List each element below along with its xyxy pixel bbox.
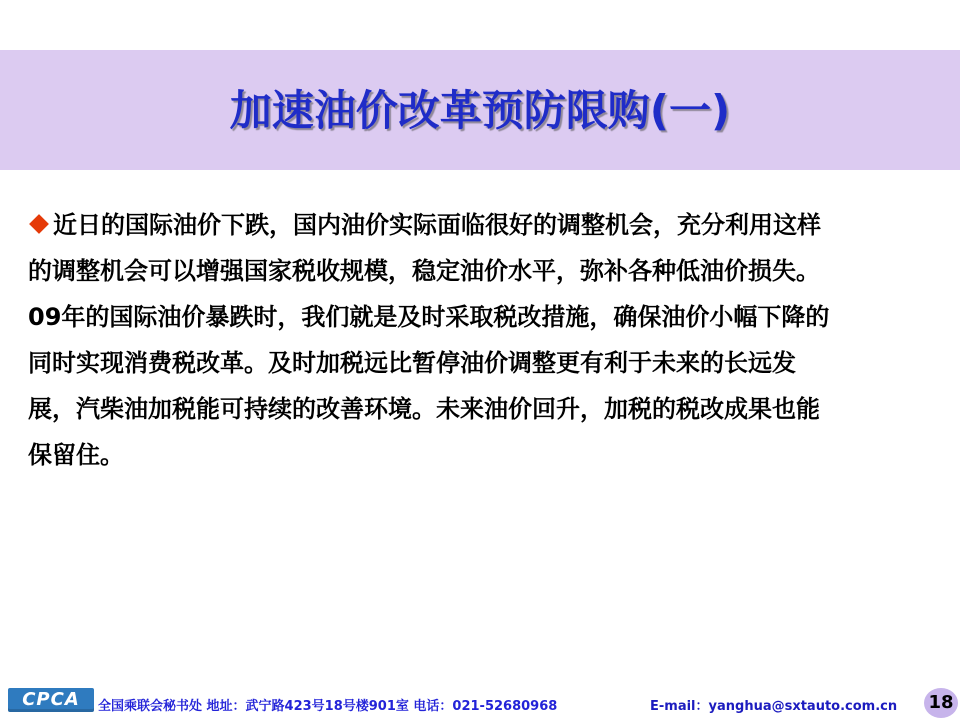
body-line-6: 保留住。 bbox=[28, 441, 124, 469]
cpca-logo bbox=[8, 688, 94, 712]
body-line-1 bbox=[28, 202, 928, 248]
page-number-badge bbox=[924, 688, 958, 718]
body-text bbox=[28, 202, 928, 478]
footer-contact-text: 全国乘联会秘书处 地址：武宁路423号18号楼901室 电话：021-52680968 bbox=[98, 699, 558, 714]
body-line-5: 展，汽柴油加税能可持续的改善环境。未来油价回升，加税的税改成果也能 bbox=[28, 395, 820, 423]
logo-text: CPCA bbox=[22, 689, 80, 710]
body-line-3: 09年的国际油价暴跌时，我们就是及时采取税改措施，确保油价小幅下降的 bbox=[28, 303, 830, 331]
body-line-1-text: 近日的国际油价下跌，国内油价实际面临很好的调整机会，充分利用这样 bbox=[53, 211, 821, 239]
page-number: 18 bbox=[928, 692, 954, 713]
diamond-bullet-icon bbox=[29, 214, 49, 234]
body-line-4: 同时实现消费税改革。及时加税远比暂停油价调整更有利于未来的长远发 bbox=[28, 349, 796, 377]
slide-title: 加速油价改革预防限购(一) bbox=[229, 86, 731, 135]
body-line-2: 的调整机会可以增强国家税收规模，稳定油价水平，弥补各种低油价损失。 bbox=[28, 257, 820, 285]
footer-email-text: E-mail：yanghua@sxtauto.com.cn bbox=[650, 699, 898, 714]
